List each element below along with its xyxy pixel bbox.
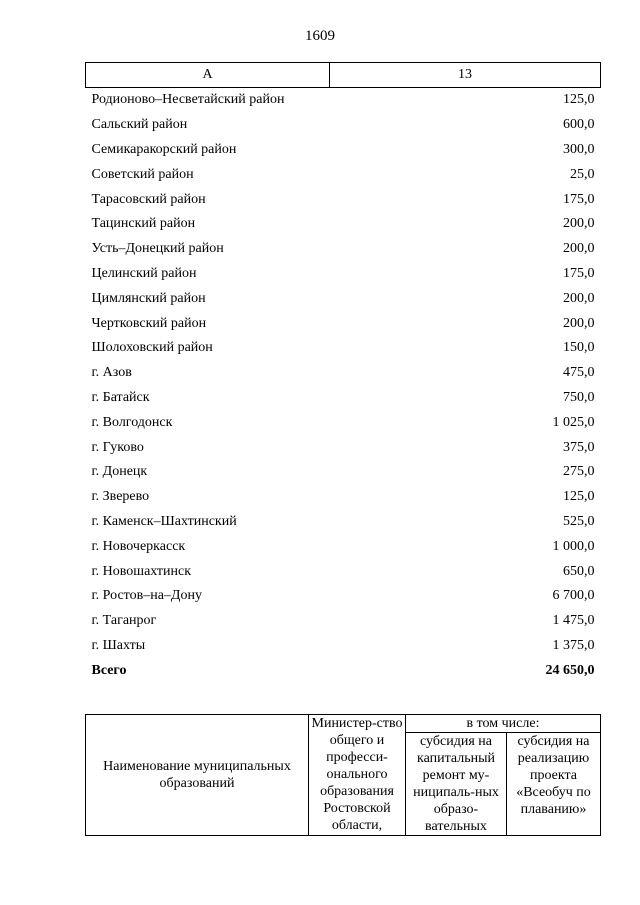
table-row bbox=[86, 460, 601, 485]
municipality-name: г. Зверево bbox=[91, 489, 150, 505]
table-row bbox=[86, 286, 601, 311]
table-row bbox=[86, 559, 601, 584]
table-row bbox=[86, 88, 601, 113]
municipality-name: г. Гуково bbox=[91, 439, 144, 455]
municipality-name: Целинский район bbox=[91, 265, 197, 281]
municipality-name: Тацинский район bbox=[91, 216, 196, 232]
table-row bbox=[86, 311, 601, 336]
table-row bbox=[86, 386, 601, 411]
municipality-name: г. Волгодонск bbox=[91, 414, 173, 430]
table-row bbox=[86, 609, 601, 634]
allocation-value: 200,0 bbox=[563, 216, 595, 232]
municipality-name: г. Батайск bbox=[91, 389, 150, 405]
allocation-value: 175,0 bbox=[563, 191, 595, 207]
header-subsidy-capital-repair bbox=[406, 733, 507, 836]
allocation-value: 1 025,0 bbox=[552, 414, 595, 430]
table-header-row bbox=[86, 63, 601, 88]
table-row bbox=[86, 634, 601, 659]
table-row bbox=[86, 336, 601, 361]
table-row bbox=[86, 485, 601, 510]
header-including: в том числе: bbox=[406, 715, 601, 733]
municipality-name: г. Новочеркасск bbox=[91, 538, 186, 554]
municipality-name: г. Таганрог bbox=[91, 613, 157, 629]
allocation-value: 200,0 bbox=[563, 241, 595, 257]
allocation-table bbox=[85, 62, 601, 683]
table-row bbox=[86, 113, 601, 138]
allocation-value: 25,0 bbox=[570, 166, 595, 182]
allocation-value: 600,0 bbox=[563, 117, 595, 133]
municipality-name: Сальский район bbox=[91, 117, 188, 133]
allocation-value: 6 700,0 bbox=[552, 588, 595, 604]
header-ministry bbox=[309, 715, 406, 836]
municipality-name: г. Донецк bbox=[91, 464, 148, 480]
table-row bbox=[86, 435, 601, 460]
page-number: 1609 bbox=[305, 28, 335, 44]
municipality-name: Шолоховский район bbox=[91, 340, 213, 356]
municipality-name: Усть–Донецкий район bbox=[91, 241, 224, 257]
municipality-name: г. Азов bbox=[91, 365, 132, 381]
table-row bbox=[86, 162, 601, 187]
allocation-value: 375,0 bbox=[563, 439, 595, 455]
table-row bbox=[86, 212, 601, 237]
municipality-name: Чертковский район bbox=[91, 315, 207, 331]
subsidy-header-row-1 bbox=[86, 715, 601, 733]
header-subsidy-swimming bbox=[507, 733, 601, 836]
table-row bbox=[86, 262, 601, 287]
table-row bbox=[86, 584, 601, 609]
municipality-name: Семикаракорский район bbox=[91, 141, 237, 157]
allocation-value: 125,0 bbox=[563, 489, 595, 505]
municipality-name: Тарасовский район bbox=[91, 191, 206, 207]
allocation-value: 125,0 bbox=[563, 92, 595, 108]
allocation-value: 300,0 bbox=[563, 141, 595, 157]
header-ministry-text: Министер-ство общего и професси-онального образования Ростовской области, bbox=[311, 716, 403, 833]
allocation-value: 475,0 bbox=[563, 365, 595, 381]
allocation-value: 150,0 bbox=[563, 340, 595, 356]
allocation-value: 650,0 bbox=[563, 563, 595, 579]
municipality-name: г. Ростов–на–Дону bbox=[91, 588, 202, 604]
allocation-value: 175,0 bbox=[563, 265, 595, 281]
total-value: 24 650,0 bbox=[545, 662, 595, 678]
table-row bbox=[86, 410, 601, 435]
header-column-13: 13 bbox=[330, 63, 601, 88]
municipality-name: г. Новошахтинск bbox=[91, 563, 192, 579]
total-label: Всего bbox=[91, 662, 127, 678]
allocation-value: 1 375,0 bbox=[552, 637, 595, 653]
allocation-table-body bbox=[86, 88, 601, 684]
table-row bbox=[86, 534, 601, 559]
subsidy-table-header bbox=[85, 714, 601, 836]
header-municipality-name: Наименование муниципальных образований bbox=[86, 715, 309, 836]
allocation-value: 1 475,0 bbox=[552, 613, 595, 629]
table-row bbox=[86, 187, 601, 212]
municipality-name: Родионово–Несветайский район bbox=[91, 92, 285, 108]
municipality-name: г. Шахты bbox=[91, 637, 146, 653]
municipality-name: Советский район bbox=[91, 166, 194, 182]
table-row bbox=[86, 510, 601, 535]
total-row bbox=[86, 658, 601, 683]
municipality-name: г. Каменск–Шахтинский bbox=[91, 513, 237, 529]
allocation-value: 200,0 bbox=[563, 315, 595, 331]
municipality-name: Цимлянский район bbox=[91, 290, 206, 306]
table-row bbox=[86, 237, 601, 262]
allocation-value: 1 000,0 bbox=[552, 538, 595, 554]
header-subsidy-capital-repair-text: субсидия на капитальный ремонт му-ниципаль-ных образо-вательных bbox=[413, 734, 499, 834]
allocation-value: 525,0 bbox=[563, 513, 595, 529]
table-row bbox=[86, 138, 601, 163]
table-row bbox=[86, 361, 601, 386]
header-column-a: А bbox=[86, 63, 330, 88]
allocation-value: 200,0 bbox=[563, 290, 595, 306]
allocation-value: 275,0 bbox=[563, 464, 595, 480]
header-subsidy-swimming-text: субсидия на реализацию проекта «Всеобуч по плаванию» bbox=[516, 734, 591, 817]
allocation-value: 750,0 bbox=[563, 389, 595, 405]
